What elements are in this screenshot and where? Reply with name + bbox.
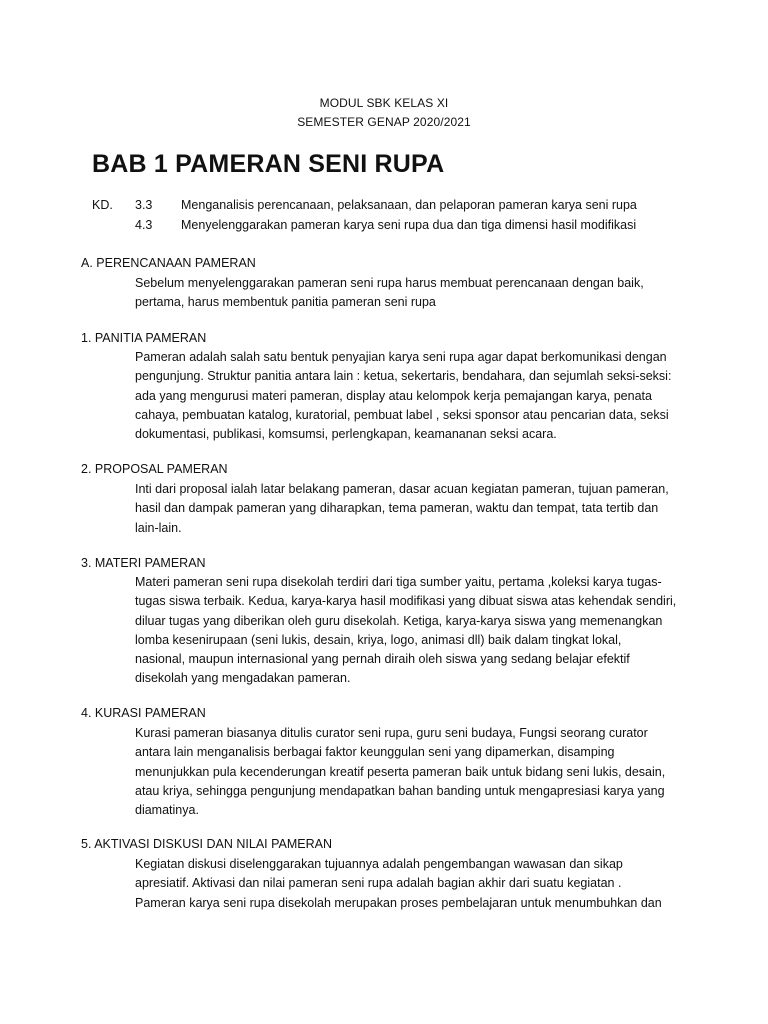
- paragraph-line: disekolah yang mengadakan pameran.: [135, 671, 351, 686]
- paragraph-line: Inti dari proposal ialah latar belakang pameran, dasar acuan kegiatan pameran, tujuan pameran,: [135, 482, 669, 496]
- paragraph-line: dokumentasi, publikasi, komsumsi, perlengkapan, keamananan seksi acara.: [135, 427, 557, 442]
- paragraph-line: tugas siswa terbaik. Kedua, karya-karya hasil modifikasi yang dibuat siswa atas kehendak sendiri,: [135, 594, 677, 609]
- paragraph-line: Kurasi pameran biasanya ditulis curator seni rupa, guru seni budaya, Fungsi seorang curator: [135, 726, 648, 740]
- section-paragraph: [135, 573, 685, 689]
- paragraph-line: cahaya, pembuatan katalog, kuratorial, pembuat label , seksi sponsor atau pencarian data, seksi: [135, 407, 669, 422]
- section-paragraph: [135, 724, 685, 820]
- section-paragraph: [135, 348, 685, 444]
- kd-label: KD.: [92, 198, 113, 212]
- kd-text: Menyelenggarakan pameran karya seni rupa dua dan tiga dimensi hasil modifikasi: [181, 218, 637, 232]
- paragraph-line: lain-lain.: [135, 520, 182, 535]
- page-title: BAB 1 PAMERAN SENI RUPA: [92, 150, 445, 178]
- section-paragraph: [135, 480, 685, 538]
- paragraph-line: apresiatif. Aktivasi dan nilai pameran seni rupa adalah bagian akhir dari suatu kegiatan .: [135, 876, 622, 891]
- paragraph-line: Materi pameran seni rupa disekolah terdiri dari tiga sumber yaitu, pertama ,koleksi karya tugas-: [135, 575, 662, 589]
- paragraph-line: diamatinya.: [135, 803, 199, 818]
- paragraph-line: menunjukkan pula kecenderungan kreatif peserta pameran baik untuk bidang seni lukis, desain,: [135, 764, 666, 779]
- section-heading: 4. KURASI PAMERAN: [81, 706, 206, 720]
- paragraph-line: Pameran karya seni rupa disekolah merupakan proses pembelajaran untuk menumbuhkan dan: [135, 895, 662, 910]
- section-heading: 5. AKTIVASI DISKUSI DAN NILAI PAMERAN: [81, 837, 332, 851]
- section-heading: 3. MATERI PAMERAN: [81, 556, 206, 570]
- kd-code: 4.3: [135, 218, 153, 232]
- paragraph-line: hasil dan dampak pameran yang diharapkan, tema pameran, waktu dan tempat, tata tertib dan: [135, 501, 659, 516]
- section-paragraph: [135, 274, 685, 313]
- header-line-1: MODUL SBK KELAS XI: [319, 96, 449, 110]
- section-heading: 1. PANITIA PAMERAN: [81, 331, 207, 345]
- paragraph-line: ada yang mengurusi materi pameran, display atau kelompok kerja pemajangan karya, penata: [135, 388, 652, 403]
- paragraph-line: antara lain menganalisis berbagai faktor keunggulan seni yang dipamerkan, disamping: [135, 745, 615, 760]
- kd-code: 3.3: [135, 198, 153, 212]
- paragraph-line: Sebelum menyelenggarakan pameran seni rupa harus membuat perencanaan dengan baik,: [135, 276, 644, 290]
- paragraph-line: pertama, harus membentuk panitia pameran seni rupa: [135, 295, 436, 310]
- header-line-2: SEMESTER GENAP 2020/2021: [297, 115, 471, 129]
- kd-text: Menganalisis perencanaan, pelaksanaan, dan pelaporan pameran karya seni rupa: [181, 198, 637, 212]
- paragraph-line: nasional, maupun internasional yang pernah diraih oleh siswa yang sedang belajar efektif: [135, 652, 630, 667]
- section-heading: 2. PROPOSAL PAMERAN: [81, 462, 228, 476]
- paragraph-line: pengunjung. Struktur panitia antara lain : ketua, sekertaris, bendahara, dan sejumlah seksi-seksi:: [135, 369, 672, 384]
- paragraph-line: Pameran adalah salah satu bentuk penyajian karya seni rupa agar dapat berkomunikasi dengan: [135, 350, 667, 364]
- paragraph-line: atau kriya, sehingga pengunjung mendapatkan bahan banding untuk mengapresiasi karya yang: [135, 783, 665, 798]
- section-paragraph: [135, 855, 685, 913]
- paragraph-line: Kegiatan diskusi diselenggarakan tujuannya adalah pengembangan wawasan dan sikap: [135, 857, 623, 871]
- section-heading: A. PERENCANAAN PAMERAN: [81, 256, 256, 270]
- paragraph-line: lomba kesenirupaan (seni lukis, desain, kriya, logo, animasi dll) baik dalam tingkat lokal,: [135, 632, 622, 647]
- paragraph-line: diluar tugas yang diberikan oleh guru disekolah. Ketiga, karya-karya siswa yang memenangkan: [135, 613, 663, 628]
